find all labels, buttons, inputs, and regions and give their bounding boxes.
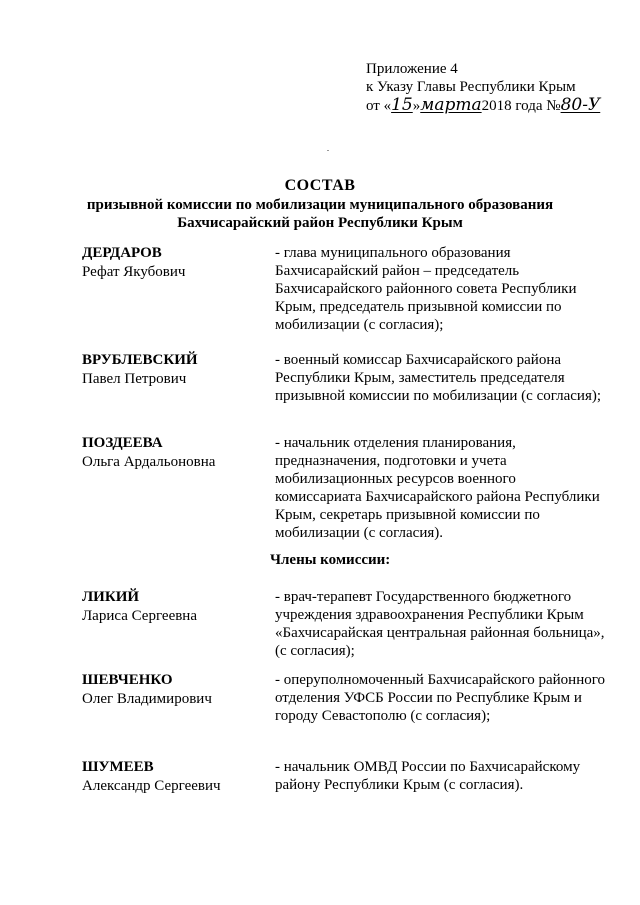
handwritten-month: марта	[420, 95, 482, 115]
date-year: 2018 года №	[481, 98, 561, 114]
title-heading: СОСТАВ	[284, 177, 356, 194]
members-heading: Члены комиссии:	[270, 552, 391, 568]
title-line-2: призывной комиссии по мобилизации муниципального образования	[86, 197, 554, 213]
date-prefix: от «	[366, 98, 392, 114]
member-surname: ШЕВЧЕНКО	[82, 672, 173, 688]
member-role: - начальник ОМВД России по Бахчисарайскому району Республики Крым (с согласия).	[275, 759, 581, 793]
member-given-name: Олег Владимирович	[82, 691, 212, 707]
handwritten-decree-number: 80-У	[560, 95, 601, 115]
handwritten-day: 15	[391, 95, 413, 115]
member-role: - военный комиссар Бахчисарайского района Республики Крым, заместитель председателя призывной комиссии по мобилизации (с согласия);	[275, 352, 602, 404]
member-surname: ПОЗДЕЕВА	[82, 435, 163, 451]
date-mid: »	[412, 98, 421, 114]
member-role: - оперуполномоченный Бахчисарайского районного отделения УФСБ России по Республике Крым и городу Севастополю (с согласия);	[275, 672, 606, 724]
member-surname: ВРУБЛЕВСКИЙ	[82, 352, 198, 368]
member-role: - глава муниципального образования Бахчисарайский район – председатель Бахчисарайского районного совета Республики Крым, председатель призывной комиссии по мобилизации (с согласия);	[275, 245, 577, 333]
member-given-name: Александр Сергеевич	[82, 778, 221, 794]
appendix-date-line	[366, 96, 600, 115]
member-given-name: Рефат Якубович	[82, 264, 186, 280]
member-given-name: Лариса Сергеевна	[82, 608, 197, 624]
stray-mark	[327, 150, 329, 151]
title-line-3: Бахчисарайский район Республики Крым	[177, 215, 463, 231]
appendix-decree-ref: к Указу Главы Республики Крым	[366, 79, 576, 95]
document-title	[0, 176, 640, 232]
member-given-name: Павел Петрович	[82, 371, 187, 387]
appendix-header	[366, 60, 600, 115]
appendix-number: Приложение 4	[366, 61, 458, 77]
member-role: - начальник отделения планирования, предназначения, подготовки и учета мобилизационных ресурсов военного комиссариата Бахчисарайского района Республики Крым, секретарь призывной комиссии по мобилизации (с согласия).	[275, 435, 600, 541]
member-surname: ШУМЕЕВ	[82, 759, 154, 775]
member-given-name: Ольга Ардальоновна	[82, 454, 216, 470]
member-role: - врач-терапевт Государственного бюджетного учреждения здравоохранения Республики Крым «Бахчисарайская центральная районная больница», (с согласия);	[275, 589, 605, 659]
member-surname: ЛИКИЙ	[82, 589, 140, 605]
member-surname: ДЕРДАРОВ	[82, 245, 162, 261]
